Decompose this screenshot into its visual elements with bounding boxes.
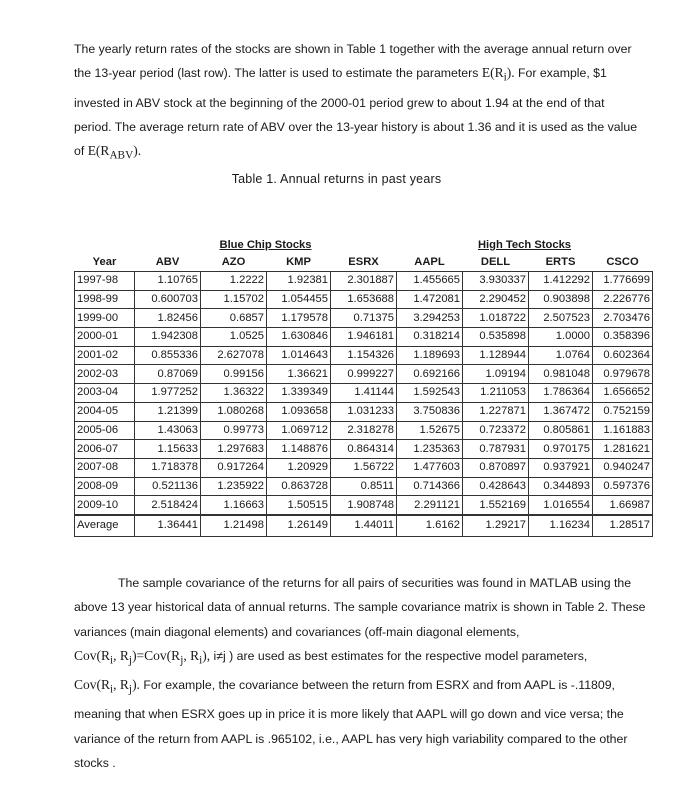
return-cell: 2.290452: [463, 290, 529, 309]
return-cell: 0.692166: [397, 365, 463, 384]
return-cell: 1.50515: [267, 496, 331, 515]
return-cell: 2.291121: [397, 496, 463, 515]
return-cell: 1.52675: [397, 421, 463, 440]
intro-line: period. The average return rate of ABV over the 13-year history is about 1.36 and it is used as the value: [74, 119, 638, 134]
return-cell: 3.750836: [397, 402, 463, 421]
return-cell: 0.752159: [593, 402, 653, 421]
return-cell: 1.56722: [331, 458, 397, 477]
column-header: KMP: [286, 256, 311, 268]
outro-line: variance of the return from AAPL is .965102, i.e., AAPL has very high variability compared to the other: [74, 731, 628, 746]
average-cell: 1.21498: [201, 515, 267, 537]
return-cell: 1.227871: [463, 402, 529, 421]
return-cell: 1.0000: [529, 328, 593, 347]
column-header: CSCO: [606, 256, 639, 268]
return-cell: 1.0525: [201, 328, 267, 347]
return-cell: 1.367472: [529, 402, 593, 421]
table-group-header: [75, 236, 653, 254]
return-cell: 1.018722: [463, 309, 529, 328]
return-cell: 1.946181: [331, 328, 397, 347]
return-cell: 3.930337: [463, 272, 529, 291]
return-cell: 0.979678: [593, 365, 653, 384]
return-cell: 0.602364: [593, 346, 653, 365]
return-cell: 1.339349: [267, 384, 331, 403]
returns-table: [74, 236, 653, 537]
return-cell: 1.630846: [267, 328, 331, 347]
outro-line: stocks .: [74, 756, 116, 771]
return-cell: 1.20929: [267, 458, 331, 477]
return-cell: 0.999227: [331, 365, 397, 384]
return-cell: 1.189693: [397, 346, 463, 365]
return-cell: 1.592543: [397, 384, 463, 403]
year-cell: 2007-08: [75, 458, 135, 477]
column-header: ABV: [155, 256, 180, 268]
column-header: ESRX: [348, 256, 379, 268]
intro-line: The yearly return rates of the stocks are shown in Table 1 together with the average annual return over: [74, 42, 632, 56]
return-cell: 2.301887: [331, 272, 397, 291]
table-row: [75, 309, 653, 328]
average-cell: 1.6162: [397, 515, 463, 537]
return-cell: 1.235363: [397, 440, 463, 459]
year-cell: 2009-10: [75, 496, 135, 515]
year-cell: 2000-01: [75, 328, 135, 347]
intro-line: [74, 139, 644, 168]
return-cell: 1.297683: [201, 440, 267, 459]
return-cell: 0.981048: [529, 365, 593, 384]
table-row: [75, 384, 653, 403]
year-cell: 2006-07: [75, 440, 135, 459]
return-cell: 3.294253: [397, 309, 463, 328]
return-cell: 1.41144: [331, 384, 397, 403]
return-cell: 0.358396: [593, 328, 653, 347]
return-cell: 0.903898: [529, 290, 593, 309]
return-cell: 0.864314: [331, 440, 397, 459]
return-cell: 1.718378: [135, 458, 201, 477]
table-row: [75, 402, 653, 421]
table-body: [75, 272, 653, 537]
return-cell: 1.656652: [593, 384, 653, 403]
intro-line: [74, 61, 644, 90]
return-cell: 0.714366: [397, 477, 463, 496]
table-row: [75, 477, 653, 496]
return-cell: 0.8511: [331, 477, 397, 496]
return-cell: 1.412292: [529, 272, 593, 291]
average-cell: 1.36441: [135, 515, 201, 537]
return-cell: 0.521136: [135, 477, 201, 496]
return-cell: 0.87069: [135, 365, 201, 384]
intro-text: of: [74, 144, 85, 159]
return-cell: 1.472081: [397, 290, 463, 309]
return-cell: 1.161883: [593, 421, 653, 440]
table-row: [75, 365, 653, 384]
return-cell: 2.318278: [331, 421, 397, 440]
return-cell: 1.069712: [267, 421, 331, 440]
return-cell: 1.36322: [201, 384, 267, 403]
average-cell: 1.29217: [463, 515, 529, 537]
return-cell: 1.15702: [201, 290, 267, 309]
column-header: ERTS: [545, 256, 576, 268]
outro-line: variances (main diagonal elements) and covariances (off-main diagonal elements,: [74, 624, 520, 639]
return-cell: 0.600703: [135, 290, 201, 309]
math-expression: $E(R_{ABV})$.: [87, 143, 142, 162]
return-cell: 0.535898: [463, 328, 529, 347]
return-cell: 1.235922: [201, 477, 267, 496]
return-cell: 2.507523: [529, 309, 593, 328]
return-cell: 1.776699: [593, 272, 653, 291]
average-cell: 1.44011: [331, 515, 397, 537]
return-cell: 1.15633: [135, 440, 201, 459]
average-cell: 1.16234: [529, 515, 593, 537]
year-cell: 2001-02: [75, 346, 135, 365]
return-cell: 1.16663: [201, 496, 267, 515]
column-header: AZO: [221, 256, 246, 268]
return-cell: 1.080268: [201, 402, 267, 421]
return-cell: 0.6857: [201, 309, 267, 328]
table-row: [75, 290, 653, 309]
intro-paragraph: [74, 37, 644, 168]
return-cell: 1.148876: [267, 440, 331, 459]
return-cell: 0.723372: [463, 421, 529, 440]
year-cell: 2005-06: [75, 421, 135, 440]
return-cell: 1.977252: [135, 384, 201, 403]
return-cell: 0.940247: [593, 458, 653, 477]
intro-text: the 13-year period (last row). The latter is used to estimate the parameters: [74, 66, 479, 81]
table-row: [75, 272, 653, 291]
return-cell: 1.10765: [135, 272, 201, 291]
return-cell: 0.597376: [593, 477, 653, 496]
return-cell: 1.054455: [267, 290, 331, 309]
outro-text: For example, the covariance between the return from ESRX and from AAPL is -.11809,: [139, 678, 615, 693]
group-blue-chip: Blue Chip Stocks: [219, 239, 312, 251]
return-cell: 1.43063: [135, 421, 201, 440]
average-cell: 1.28517: [593, 515, 653, 537]
return-cell: 1.09194: [463, 365, 529, 384]
year-cell: 2002-03: [75, 365, 135, 384]
year-cell: 1997-98: [75, 272, 135, 291]
return-cell: 0.855336: [135, 346, 201, 365]
outro-line: above 13 year historical data of annual returns. The sample covariance matrix is shown in Table 2. These: [74, 600, 646, 615]
column-header: AAPL: [414, 256, 445, 268]
return-cell: 0.917264: [201, 458, 267, 477]
math-expression: $E(R_i)$.: [481, 65, 515, 85]
return-cell: 1.154326: [331, 346, 397, 365]
return-cell: 1.908748: [331, 496, 397, 515]
return-cell: 0.71375: [331, 309, 397, 328]
table-row: [75, 458, 653, 477]
return-cell: 0.805861: [529, 421, 593, 440]
average-label: Average: [75, 515, 135, 537]
return-cell: 0.428643: [463, 477, 529, 496]
outro-line: [74, 644, 644, 673]
return-cell: 0.863728: [267, 477, 331, 496]
return-cell: 1.016554: [529, 496, 593, 515]
intro-text: For example, $1: [514, 66, 607, 81]
table-row: [75, 440, 653, 459]
return-cell: 1.281621: [593, 440, 653, 459]
return-cell: 1.942308: [135, 328, 201, 347]
outro-line: meaning that when ESRX goes up in price it is more likely that AAPL will go down and vice versa; the: [74, 707, 624, 722]
return-cell: 1.477603: [397, 458, 463, 477]
return-cell: 1.031233: [331, 402, 397, 421]
return-cell: 1.36621: [267, 365, 331, 384]
return-cell: 1.128944: [463, 346, 529, 365]
return-cell: 1.179578: [267, 309, 331, 328]
return-cell: 0.318214: [397, 328, 463, 347]
return-cell: 2.627078: [201, 346, 267, 365]
return-cell: 1.82456: [135, 309, 201, 328]
return-cell: 1.92381: [267, 272, 331, 291]
outro-line: The sample covariance of the returns for all pairs of securities was found in MATLAB using the: [118, 576, 632, 590]
return-cell: 2.703476: [593, 309, 653, 328]
return-cell: 0.99773: [201, 421, 267, 440]
return-cell: 1.21399: [135, 402, 201, 421]
outro-paragraph: [74, 571, 644, 776]
column-header: Year: [92, 256, 117, 268]
return-cell: 1.786364: [529, 384, 593, 403]
math-expression: $Cov(R_i$, $R_j$).: [74, 677, 140, 696]
return-cell: 1.455665: [397, 272, 463, 291]
table-row: [75, 328, 653, 347]
return-cell: 2.518424: [135, 496, 201, 515]
return-cell: 0.344893: [529, 477, 593, 496]
outro-text: i≠j ) are used as best estimates for the respective model parameters,: [210, 649, 588, 664]
math-expression: $Cov(R_i$, $R_j)=Cov(R_j$, $R_i$),: [74, 648, 211, 667]
group-high-tech: High Tech Stocks: [477, 239, 572, 251]
average-cell: 1.26149: [267, 515, 331, 537]
return-cell: 1.552169: [463, 496, 529, 515]
year-cell: 2003-04: [75, 384, 135, 403]
return-cell: 2.226776: [593, 290, 653, 309]
year-cell: 2008-09: [75, 477, 135, 496]
table-caption: Table 1. Annual returns in past years: [231, 172, 442, 186]
return-cell: 0.970175: [529, 440, 593, 459]
table-header-row: [75, 254, 653, 272]
return-cell: 0.99156: [201, 365, 267, 384]
return-cell: 1.211053: [463, 384, 529, 403]
return-cell: 1.66987: [593, 496, 653, 515]
table-row: [75, 346, 653, 365]
return-cell: 1.0764: [529, 346, 593, 365]
column-header: DELL: [480, 256, 511, 268]
year-cell: 1998-99: [75, 290, 135, 309]
return-cell: 0.787931: [463, 440, 529, 459]
return-cell: 1.653688: [331, 290, 397, 309]
year-cell: 1999-00: [75, 309, 135, 328]
return-cell: 0.937921: [529, 458, 593, 477]
return-cell: 1.093658: [267, 402, 331, 421]
return-cell: 1.014643: [267, 346, 331, 365]
table-row: [75, 496, 653, 515]
intro-line: invested in ABV stock at the beginning of the 2000-01 period grew to about 1.94 at the end of that: [74, 95, 605, 110]
return-cell: 0.870897: [463, 458, 529, 477]
table-row: [75, 421, 653, 440]
return-cell: 1.2222: [201, 272, 267, 291]
average-row: [75, 515, 653, 537]
year-cell: 2004-05: [75, 402, 135, 421]
outro-line: [74, 673, 644, 702]
